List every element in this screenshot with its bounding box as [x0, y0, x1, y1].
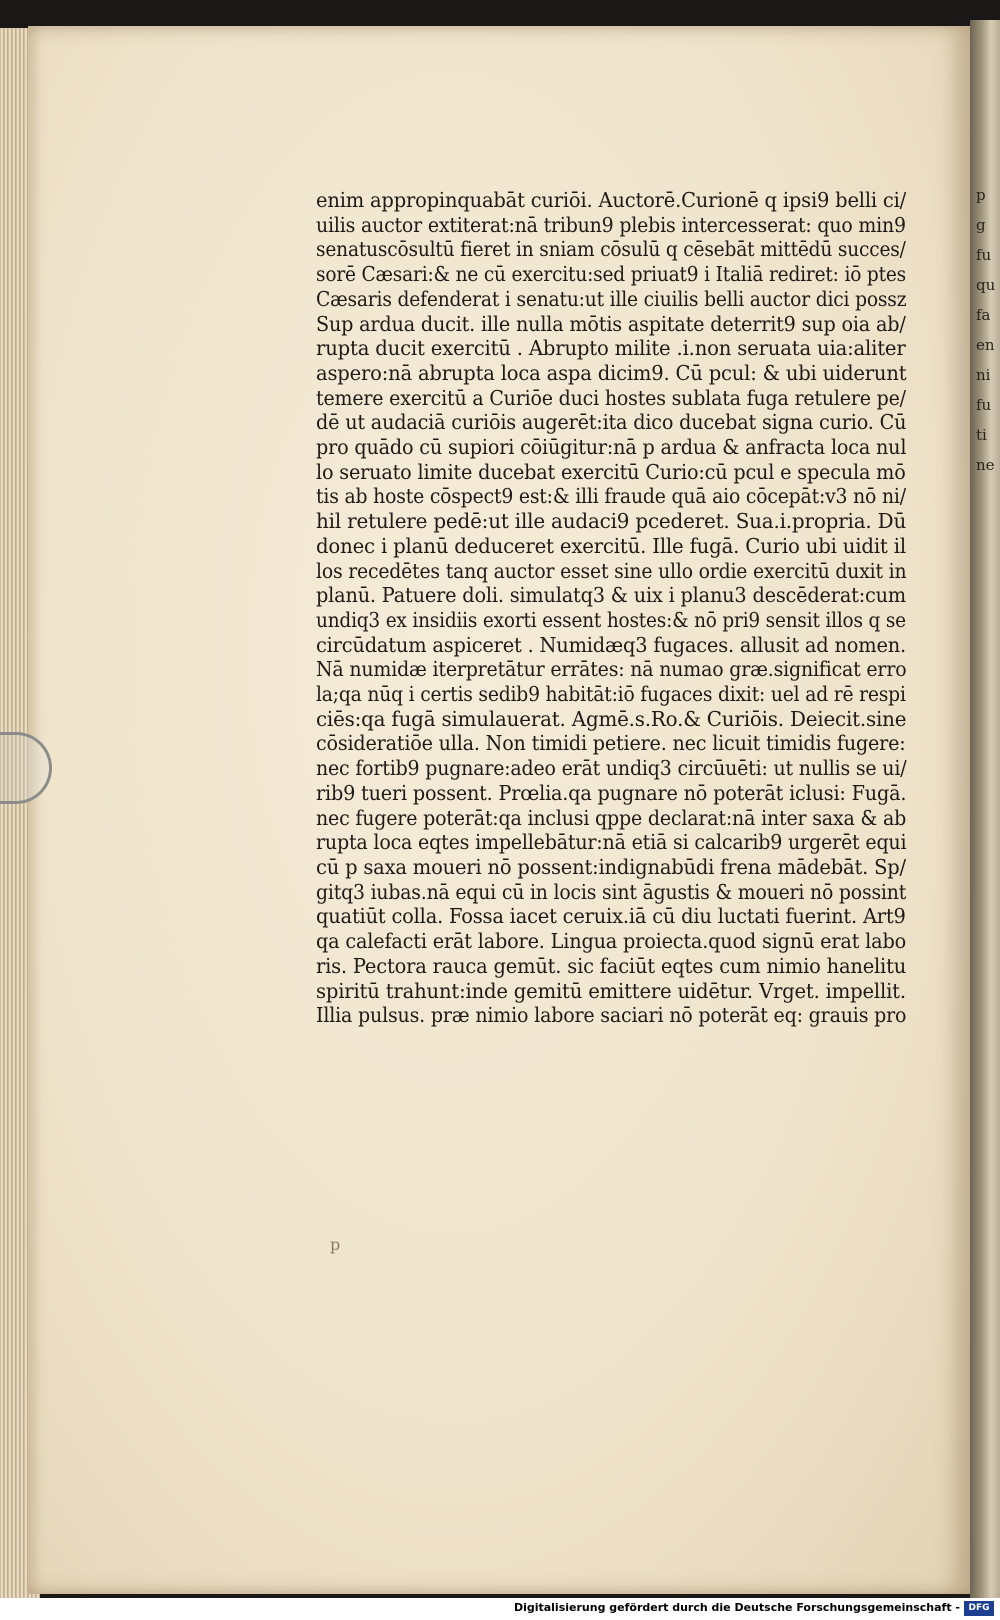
text-line: spiritū trahunt:inde gemitū emittere uidētur. Vrget. impellit. [316, 978, 906, 1003]
text-line: Nā numidæ iterpretātur errātes: nā numao græ.significat erro [316, 657, 907, 682]
stray-mark: p [330, 1235, 341, 1254]
facing-letter: fu [976, 246, 992, 264]
text-line: donec i planū deduceret exercitū. Ille fugā. Curio ubi uidit il [316, 533, 906, 558]
facing-letter: en [976, 336, 995, 354]
text-line: cū p saxa moueri nō possent:indignabūdi frena mādebāt. Sp/ [316, 854, 906, 879]
text-line: nec fugere poterāt:qa inclusi qppe declarat:nā inter saxa & ab [316, 805, 907, 830]
incunable-text-block [316, 188, 906, 1028]
facing-letter: fu [976, 396, 992, 414]
text-line: temere exercitū a Curiōe duci hostes sublata fuga retulere pe/ [316, 385, 906, 410]
facing-letter: qu [976, 276, 996, 294]
text-line: lo seruato limite ducebat exercitū Curio:cū pcul e specula mō [316, 459, 906, 484]
text-line: undiq3 ex insidiis exorti essent hostes:& nō pri9 sensit illos q se [316, 607, 906, 632]
text-line: sorē Cæsari:& ne cū exercitu:sed priuat9 i Italiā rediret: iō ptes [316, 262, 906, 287]
text-line: Illia pulsus. præ nimio labore saciari nō poterāt eq: grauis pro [316, 1003, 907, 1028]
text-line: Cæsaris defenderat i senatu:ut ille ciuilis belli auctor dici possz [316, 286, 907, 311]
text-line: dē ut audaciā curiōis augerēt:ita dico ducebat signa curio. Cū [316, 410, 907, 435]
text-line: enim appropinquabāt curiōi. Auctorē.Curionē q ipsi9 belli ci/ [316, 188, 907, 212]
text-line: qa calefacti erāt labore. Lingua proiecta.quod signū erat labo [316, 929, 906, 954]
footer-bar [0, 1598, 1000, 1620]
text-line: senatuscōsultū fieret in sniam cōsulū q cēsebāt mittēdū succes/ [316, 237, 906, 262]
text-line: Sup ardua ducit. ille nulla mōtis aspitate deterrit9 sup oia ab/ [316, 311, 906, 336]
text-line: nec fortib9 pugnare:adeo erāt undiq3 circūuēti: ut nullis se ui/ [316, 756, 907, 781]
text-line: tis ab hoste cōspect9 est:& illi fraude quā aio cōcepāt:v3 nō ni/ [316, 484, 906, 509]
dfg-logo: DFG [964, 1601, 994, 1616]
text-line: la;qa nūq i certis sedib9 habitāt:iō fugaces dixit: uel ad rē respi [316, 682, 906, 707]
facing-letter: fa [976, 306, 991, 324]
text-line: pro quādo cū supiori cōiūgitur:nā p ardua & anfracta loca nul [316, 435, 907, 460]
text-line: cōsideratiōe ulla. Non timidi petiere. nec licuit timidis fugere: [316, 731, 906, 756]
text-line: rupta loca eqtes impellebātur:nā etiā si calcarib9 urgerēt equi [316, 830, 907, 855]
text-line: ciēs:qa fugā simulauerat. Agmē.s.Ro.& Curiōis. Deiecit.sine [316, 706, 907, 731]
text-line: planū. Patuere doli. simulatq3 & uix i planu3 descēderat:cum [316, 583, 906, 608]
facing-letter: ti [976, 426, 987, 444]
text-line: rupta ducit exercitū . Abrupto milite .i.non seruata uia:aliter [316, 336, 906, 361]
facing-page-fragment [976, 180, 998, 1380]
text-line: aspero:nā abrupta loca aspa dicim9. Cū pcul: & ubi uiderunt [316, 360, 907, 385]
text-line: ris. Pectora rauca gemūt. sic faciūt eqtes cum nimio hanelitu [316, 953, 907, 978]
funding-credit: Digitalisierung gefördert durch die Deutsche Forschungsgemeinschaft - [513, 1601, 960, 1614]
text-line: rib9 tueri possent. Prœlia.qa pugnare nō poterāt iclusi: Fugā. [316, 780, 907, 805]
facing-letter: ni [976, 366, 991, 384]
facing-letter: g [976, 216, 986, 234]
text-line: circūdatum aspiceret . Numidæq3 fugaces. allusit ad nomen. [316, 632, 906, 657]
text-line: hil retulere pedē:ut ille audaci9 pcederet. Sua.i.propria. Dū [316, 509, 907, 534]
text-line: los recedētes tanq auctor esset sine ullo ordie exercitū duxit in [316, 558, 907, 583]
text-line: uilis auctor extiterat:nā tribun9 plebis intercesserat: quo min9 [316, 212, 906, 237]
text-line: quatiūt colla. Fossa iacet ceruix.iā cū diu luctati fuerint. Art9 [316, 904, 906, 929]
facing-letter: p [976, 186, 986, 204]
facing-letter: ne [976, 456, 995, 474]
text-line: gitq3 iubas.nā equi cū in locis sint āgustis & moueri nō possint [316, 879, 907, 904]
